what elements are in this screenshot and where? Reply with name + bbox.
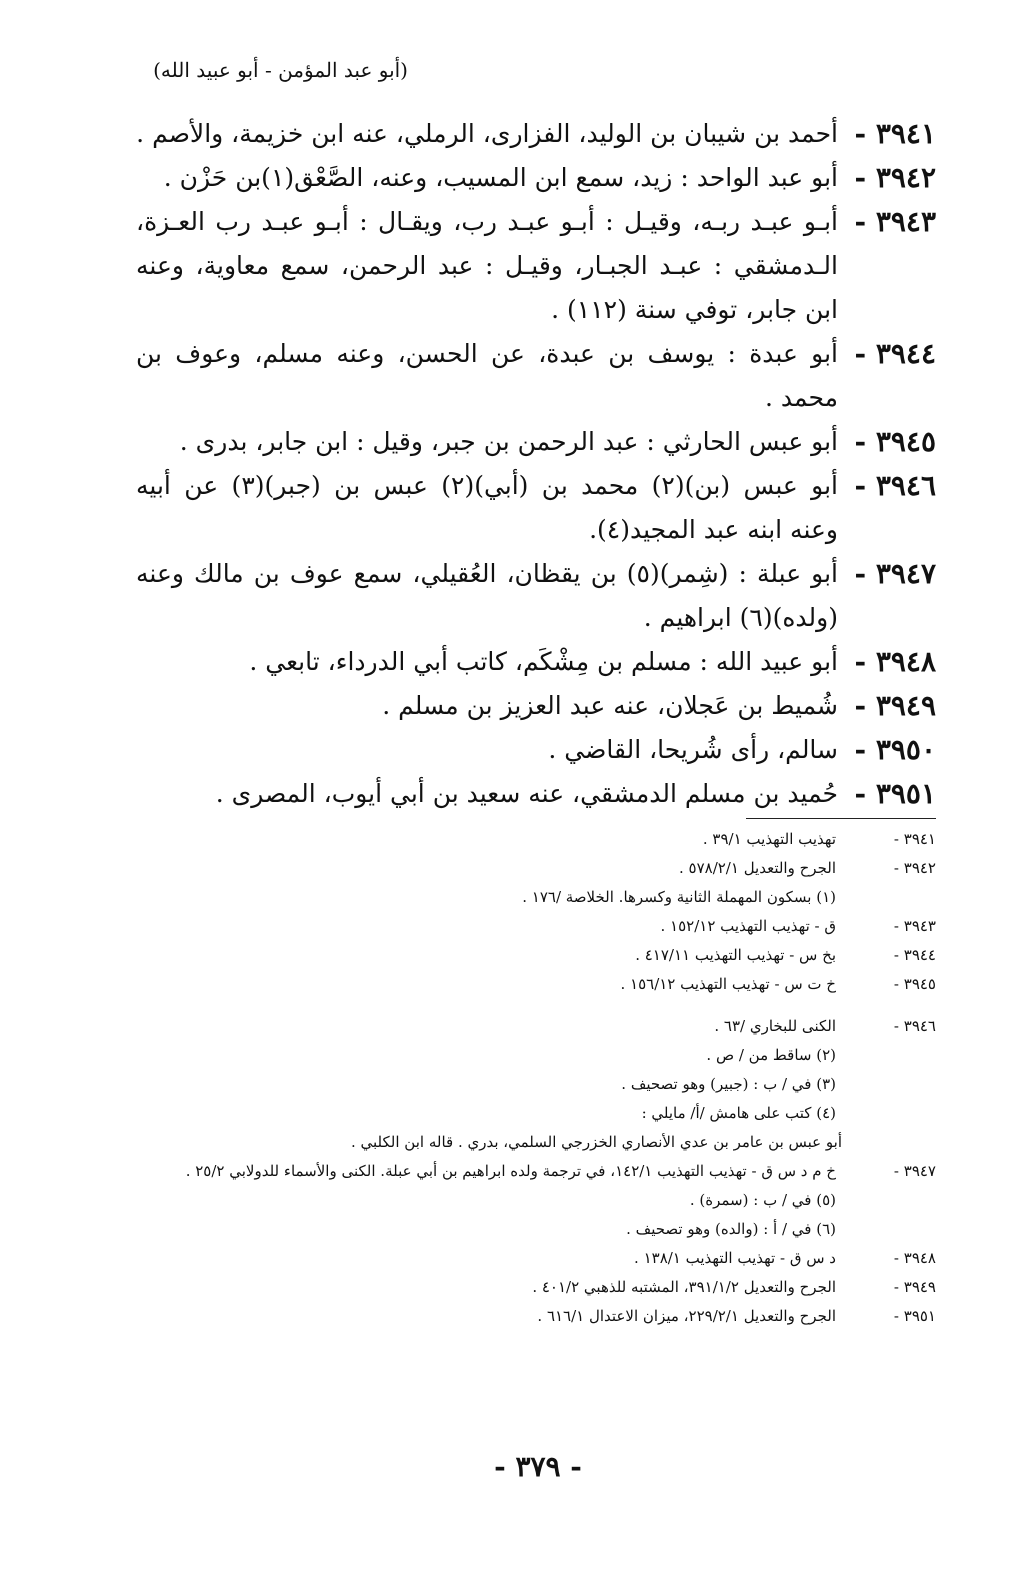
footnote — [136, 1013, 936, 1039]
footnote-number: ٣٩٤٣ - — [893, 917, 936, 935]
entry — [136, 156, 936, 200]
page-number: - ٣٧٩ - — [494, 1450, 582, 1483]
footnote-text: الجرح والتعديل ٢٢٩/٢/١، ميزان الاعتدال ٦١٦/١ . — [537, 1307, 836, 1325]
footnote-text: خ م د س ق - تهذيب التهذيب ١٤٢/١، في ترجمة ولده ابراهيم بن أبي عبلة. الكنى والأسماء للدولابي ٢٥/٢ . — [185, 1162, 836, 1180]
entry-text: أبـو عبـد ربـه، وقيـل : أبـو عبـد رب، ويقـال : أبـو عبـد رب العـزة، الـدمشقي : عبـد الجبـار، وقيـل : عبد الرحمن، سمع معاوية، وعنه ابن جابر، توفي سنة (١١٢) . — [136, 207, 838, 324]
footnote-text: (٥) في / ب : (سمرة) . — [689, 1191, 836, 1209]
footnote — [136, 1100, 936, 1126]
entry-text: أبو عبدة : يوسف بن عبدة، عن الحسن، وعنه مسلم، وعوف بن محمد . — [136, 339, 838, 412]
footnote-number: ٣٩٥١ - — [893, 1307, 936, 1325]
entry-text: سالم، رأى شُريحا، القاضي . — [548, 735, 838, 764]
footnote — [136, 1187, 936, 1213]
entry-text: أبو عبس الحارثي : عبد الرحمن بن جبر، وقيل : ابن جابر، بدرى . — [179, 427, 838, 456]
footnote — [136, 826, 936, 852]
footnote — [136, 1216, 936, 1242]
entry-text: أبو عبلة : (شِمر)(٥) بن يقظان، العُقيلي، سمع عوف بن مالك وعنه (ولده)(٦) ابراهيم . — [136, 559, 838, 632]
footnote — [136, 1245, 936, 1271]
entry-text: أحمد بن شيبان بن الوليد، الفزارى، الرملي، عنه ابن خزيمة، والأصم . — [136, 119, 838, 148]
entry-number: ٣٩٥١ - — [854, 777, 936, 810]
entry — [136, 332, 936, 420]
footnote-text: (٣) في / ب : (جبير) وهو تصحيف . — [621, 1075, 836, 1093]
footnote-divider — [746, 818, 936, 819]
entry-text: أبو عبيد الله : مسلم بن مِشْكَم، كاتب أبي الدرداء، تابعي . — [249, 647, 838, 676]
footnote-text: خ ت س - تهذيب التهذيب ١٥٦/١٢ . — [620, 975, 836, 993]
footnote-text: الجرح والتعديل ٣٩١/١/٢، المشتبه للذهبي ٤٠١/٢ . — [532, 1278, 836, 1296]
footnote — [136, 1071, 936, 1097]
footnote — [136, 884, 936, 910]
footnote — [136, 1158, 936, 1184]
footnote — [136, 1129, 936, 1155]
entry-number: ٣٩٤٦ - — [854, 469, 936, 502]
entry — [136, 200, 936, 332]
entry — [136, 640, 936, 684]
entry-number: ٣٩٤٢ - — [854, 161, 936, 194]
entry-number: ٣٩٤٧ - — [854, 557, 936, 590]
footnote-text: بخ س - تهذيب التهذيب ٤١٧/١١ . — [635, 946, 836, 964]
footnote-number: ٣٩٤٢ - — [893, 859, 936, 877]
footnote-number: ٣٩٤١ - — [893, 830, 936, 848]
footnote — [136, 1274, 936, 1300]
entry — [136, 552, 936, 640]
entry-number: ٣٩٤٤ - — [854, 337, 936, 370]
running-header: (أبو عبد المؤمن - أبو عبيد الله) — [153, 58, 408, 82]
footnote-number: ٣٩٤٥ - — [893, 975, 936, 993]
entry-number: ٣٩٤٨ - — [854, 645, 936, 678]
footnote-text: (٦) في / أ : (والده) وهو تصحيف . — [626, 1220, 836, 1238]
footnote-text: الجرح والتعديل ٥٧٨/٢/١ . — [678, 859, 836, 877]
footnote-text: (٤) كتب على هامش /أ/ مايلي : — [641, 1104, 836, 1122]
footnote-number: ٣٩٤٨ - — [893, 1249, 936, 1267]
footnote-text: تهذيب التهذيب ٣٩/١ . — [702, 830, 836, 848]
entry-number: ٣٩٤٣ - — [854, 205, 936, 238]
footnote — [136, 1042, 936, 1068]
entries-list — [136, 112, 936, 816]
entry-text: حُميد بن مسلم الدمشقي، عنه سعيد بن أبي أيوب، المصرى . — [215, 779, 838, 808]
footnotes-list — [136, 826, 936, 1332]
footnote — [136, 1303, 936, 1329]
footnote-number: ٣٩٤٦ - — [893, 1017, 936, 1035]
footnote-text: (٢) ساقط من / ص . — [706, 1046, 836, 1064]
footnote-number: ٣٩٤٧ - — [893, 1162, 936, 1180]
entry-number: ٣٩٥٠ - — [854, 733, 936, 766]
entry — [136, 420, 936, 464]
footnote — [136, 971, 936, 997]
entry-text: أبو عبس (بن)(٢) محمد بن (أبي)(٢) عبس بن (جبر)(٣) عن أبيه وعنه ابنه عبد المجيد(٤). — [136, 471, 838, 544]
footnote — [136, 942, 936, 968]
footnote-text: أبو عبس بن عامر بن عدي الأنصاري الخزرجي السلمي، بدري . قاله ابن الكلبي . — [350, 1133, 842, 1151]
entry — [136, 684, 936, 728]
entry-number: ٣٩٤١ - — [854, 117, 936, 150]
entry — [136, 728, 936, 772]
footnote — [136, 913, 936, 939]
footnote-text: الكنى للبخاري /٦٣ . — [714, 1017, 836, 1035]
entry-number: ٣٩٤٩ - — [854, 689, 936, 722]
entry-text: شُميط بن عَجلان، عنه عبد العزيز بن مسلم . — [382, 691, 838, 720]
entry — [136, 464, 936, 552]
footnote-text: د س ق - تهذيب التهذيب ١٣٨/١ . — [634, 1249, 836, 1267]
entry-text: أبو عبد الواحد : زيد، سمع ابن المسيب، وعنه، الصَّعْق(١)بن حَزْن . — [163, 163, 838, 192]
footnote — [136, 855, 936, 881]
entry — [136, 772, 936, 816]
entry-number: ٣٩٤٥ - — [854, 425, 936, 458]
entry — [136, 112, 936, 156]
footnote-text: ق - تهذيب التهذيب ١٥٢/١٢ . — [660, 917, 836, 935]
footnote-number: ٣٩٤٤ - — [893, 946, 936, 964]
footnote-number: ٣٩٤٩ - — [893, 1278, 936, 1296]
footnote-text: (١) بسكون المهملة الثانية وكسرها. الخلاصة /١٧٦ . — [522, 888, 836, 906]
